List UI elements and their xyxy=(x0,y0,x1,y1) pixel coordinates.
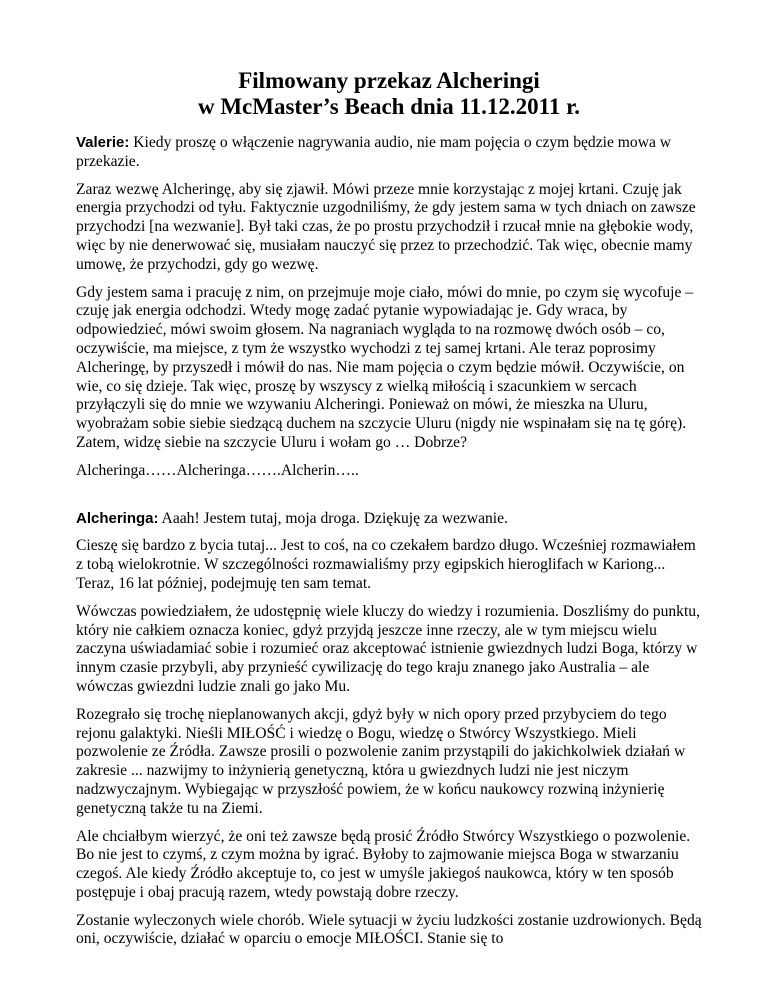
paragraph-text: Kiedy proszę o włączenie nagrywania audio, nie mam pojęcia o czym będzie mowa w przekazie. xyxy=(76,134,672,170)
paragraph xyxy=(76,603,702,697)
paragraph xyxy=(76,134,702,172)
speaker-label: Alcheringa: xyxy=(76,509,159,527)
paragraph xyxy=(76,828,702,903)
document-title xyxy=(76,68,702,120)
paragraph xyxy=(76,912,702,950)
title-line-1: Filmowany przekaz Alcheringi xyxy=(238,68,540,93)
paragraph xyxy=(76,706,702,819)
paragraph-text: Cieszę się bardzo z bycia tutaj... Jest to coś, na co czekałem bardzo długo. Wcześniej rozmawiałem z tobą wielokrotnie. W szczególności rozmawialiśmy przy egipskich hieroglifach w Kariong... Teraz, 16 lat później, podejmuję ten sam temat. xyxy=(76,537,696,592)
paragraph-text: Aaah! Jestem tutaj, moja droga. Dziękuję za wezwanie. xyxy=(158,509,508,527)
paragraph-text: Ale chciałbym wierzyć, że oni też zawsze będą prosić Źródło Stwórcy Wszystkiego o pozwolenie. Bo nie jest to czymś, z czym można by igrać. Byłoby to zajmowanie miejsca Boga w stwarzaniu czegoś. Ale kiedy Źródło akceptuje to, co jest w umyśle jakiegoś naukowca, który w ten sposób postępuje i obaj pracują razem, wtedy powstają dobre rzeczy. xyxy=(76,827,691,901)
section-spacer xyxy=(76,490,702,510)
paragraph-text: Rozegrało się trochę nieplanowanych akcji, gdyż były w nich opory przed przybyciem do tego rejonu galaktyki. Nieśli MIŁOŚĆ i wiedzę o Bogu, wiedzę o Stwórcy Wszystkiego. Mieli pozwolenie ze Źródła. Zawsze prosili o pozwolenie zanim przystąpili do jakichkolwiek działań w zakresie ... nazwijmy to inżynierią genetyczną, która u gwiezdnych ludzi nie jest niczym nadzwyczajnym. Wybiegając w przyszłość powiem, że w końcu naukowcy rozwiną inżynierię genetyczną także tu na Ziemi. xyxy=(76,705,686,817)
paragraph-text: Zaraz wezwę Alcheringę, aby się zjawił. Mówi przeze mnie korzystając z mojej krtani. Czuję jak energia przychodzi od tyłu. Faktycznie uzgodniliśmy, że gdy jestem sama w tych dniach on zawsze przychodzi [na wezwanie]. Był taki czas, że po prostu przychodził i rzucał mnie na głębokie wody, więc by nie denerwować się, musiałam nauczyć się przez to przechodzić. Tak więc, obecnie mamy umowę, że przychodzi, gdy go wezwę. xyxy=(76,180,696,273)
title-line-2: w McMaster’s Beach dnia 11.12.2011 r. xyxy=(197,94,580,119)
paragraph xyxy=(76,284,702,453)
paragraph-text: Gdy jestem sama i pracuję z nim, on przejmuje moje ciało, mówi do mnie, po czym się wycofuje – czuję jak energia odchodzi. Wtedy mogę zadać pytanie wypowiadając je. Gdy wraca, by odpowiedzieć, mówi swoim głosem. Na nagraniach wygląda to na rozmowę dwóch osób – co, oczywiście, ma miejsce, z tym że wszystko wychodzi z tej samej krtani. Ale teraz poprosimy Alcheringę, by przyszedł i mówił do nas. Nie mam pojęcia o czym będzie mówił. Oczywiście, on wie, co się dzieje. Tak więc, proszę by wszyscy z wielką miłością i szacunkiem w sercach przyłączyli się do mnie we wzywaniu Alcheringi. Ponieważ on mówi, że mieszka na Uluru, wyobrażam sobie siebie siedzącą duchem na szczycie Uluru (nigdy nie wspinałam się na tę górę). Zatem, widzę siebie na szczycie Uluru i wołam go … Dobrze? xyxy=(76,283,694,451)
speaker-label: Valerie: xyxy=(76,134,130,151)
paragraph-text: Zostanie wyleczonych wiele chorób. Wiele sytuacji w życiu ludzkości zostanie uzdrowionych. Będą oni, oczywiście, działać w oparciu o emocje MIŁOŚCI. Stanie się to xyxy=(76,911,702,948)
paragraph xyxy=(76,181,702,275)
paragraph-text: Alcheringa……Alcheringa…….Alcherin….. xyxy=(76,461,359,479)
paragraph xyxy=(76,510,702,529)
paragraph xyxy=(76,462,702,481)
paragraph xyxy=(76,537,702,593)
paragraph-text: Wówczas powiedziałem, że udostępnię wiele kluczy do wiedzy i rozumienia. Doszliśmy do punktu, który nie całkiem oznacza koniec, gdyż przyjdą jeszcze inne rzeczy, ale w tym miejscu wielu zaczyna uświadamiać sobie i rozumieć oraz akceptować istnienie gwiezdnych ludzi Boga, którzy w innym czasie przybyli, aby przynieść cywilizację do tego kraju znanego jako Australia – ale wówczas gwiezdni ludzie znali go jako Mu. xyxy=(76,602,701,695)
